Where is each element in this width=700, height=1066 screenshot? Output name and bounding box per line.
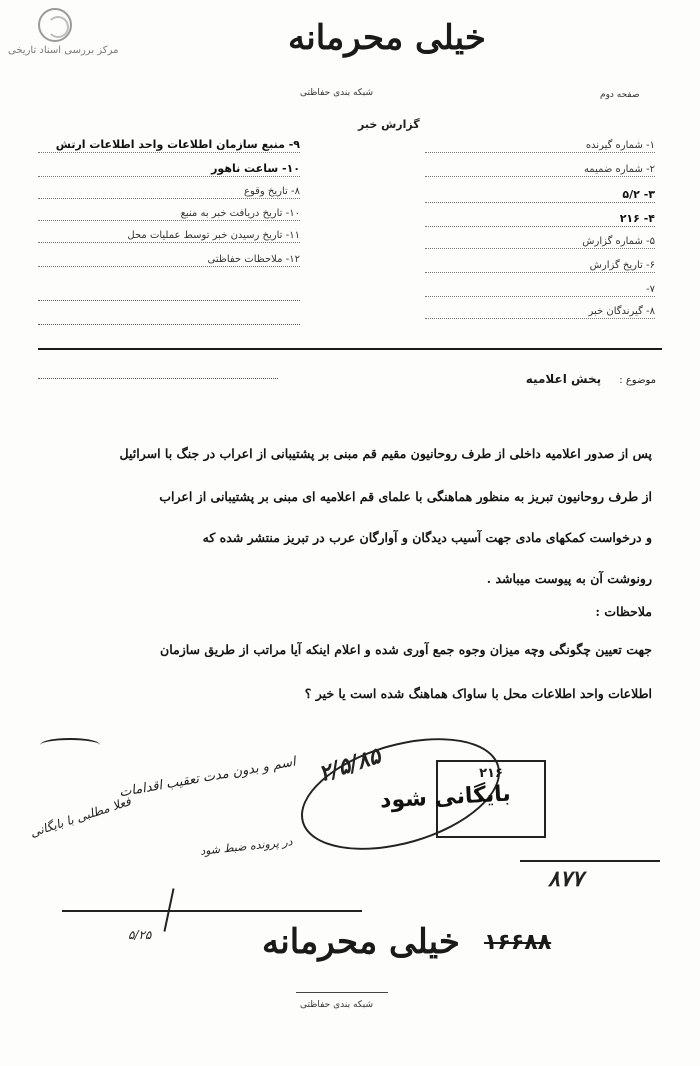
field-4 (425, 212, 655, 227)
handwriting-scribble (40, 738, 100, 752)
field-received-date (38, 208, 300, 221)
subject-value: پخش اعلامیه (525, 372, 602, 386)
body-line: پس از صدور اعلامیه داخلی از طرف روحانیون مقیم قم مبنی بر پشتیبانی از اعراب در جنگ با اسرائیل (119, 446, 652, 461)
notes-line: جهت تعیین چگونگی وچه میزان وجوه جمع آوری شده و اعلام اینکه آیا مراتب از طریق سازمان (160, 642, 652, 657)
field-label: ۴- (639, 212, 655, 225)
field-receiver-number (425, 140, 655, 153)
field-label: ۱۰- تاریخ دریافت خبر به منبع (180, 208, 300, 219)
field-label: ۸- تاریخ وقوع (244, 186, 300, 197)
field-label: ۱- شماره گیرنده (585, 140, 655, 151)
body-line: رونوشت آن به پیوست میباشد . (486, 571, 652, 586)
bottom-rule (62, 910, 362, 912)
signature-line (520, 860, 660, 862)
bottom-classification-title: خیلی محرمانه (262, 922, 460, 962)
field-local-ops-date (38, 230, 300, 243)
field-3 (425, 188, 655, 203)
handwritten-note-3: در پرونده ضبط شود (199, 835, 294, 858)
archive-logo-icon (38, 8, 72, 42)
report-title: گزارش خبر (358, 118, 420, 131)
field-report-number (425, 236, 655, 249)
handwritten-date: ۵/۲۵ (128, 928, 152, 942)
field-value: ۵/۲ (622, 188, 640, 201)
top-classification-subtitle: شبکه بندی حفاظتی (300, 88, 374, 98)
field-label: ۷- (646, 284, 655, 295)
field-event-date (38, 186, 300, 199)
field-label: ۱۱- تاریخ رسیدن خبر توسط عملیات محل (127, 230, 300, 241)
blank-line (38, 324, 300, 325)
header-separator (38, 348, 662, 350)
body-line: و درخواست کمکهای مادی جهت آسیب دیدگان و آوارگان عرب در تبریز منتشر شده که (202, 530, 652, 545)
handwritten-note-2: فعلا مطلبی با بایگانی (28, 794, 133, 840)
handwritten-note-1: اسم و بدون مدت تعقیب اقدامات (118, 754, 297, 801)
field-attachment-number (425, 164, 655, 177)
field-label: ۳- (639, 188, 655, 201)
field-value: ساعت ناهور (211, 162, 279, 175)
notes-line: اطلاعات واحد اطلاعات محل با ساواک هماهنگ شده است یا خیر ؟ (304, 686, 652, 701)
page-label: صفحه دوم (600, 90, 640, 100)
field-label: ۱۲- ملاحظات حفاظتی (207, 254, 300, 265)
field-report-date (425, 260, 655, 273)
notes-label: ملاحظات : (595, 604, 652, 619)
archive-stamp-text: بایگانی شود (379, 781, 512, 814)
bottom-classification-subtitle: شبکه بندی حفاظتی (300, 1000, 374, 1010)
field-label: ۹- منبع (261, 138, 300, 151)
blank-line (38, 300, 300, 301)
field-10 (38, 162, 300, 177)
footer-rule (296, 992, 388, 993)
field-label: ۸- گیرندگان خبر (588, 306, 655, 317)
field-7 (425, 284, 655, 297)
field-label: ۵- شماره گزارش (582, 236, 655, 247)
subject-label: موضوع : (619, 375, 656, 386)
field-value: سازمان اطلاعات واحد اطلاعات ارتش (55, 138, 258, 151)
handwritten-number: ۸۷۷ (548, 866, 584, 892)
stamp-date: ۲/۵/۸۵ (315, 742, 384, 788)
top-classification-title: خیلی محرمانه (288, 18, 486, 58)
field-recipients (425, 306, 655, 319)
field-label: ۲- شماره ضمیمه (583, 164, 655, 175)
body-line: از طرف روحانیون تبریز به منظور هماهنگی با علمای قم اعلامیه ای مبنی بر پشتیبانی از اعراب (159, 489, 652, 504)
field-source (38, 138, 300, 153)
subject-line (526, 372, 656, 386)
field-value: ۲۱۶ (619, 212, 640, 225)
crossed-number: ۱۶۶۸۸ (484, 930, 552, 955)
blank-line (38, 378, 278, 379)
stamp-number: ۲۱۶ (479, 766, 503, 781)
field-label: ۱۰- (278, 162, 300, 175)
watermark-text: مرکز بررسی اسناد تاریخی (8, 45, 119, 56)
field-label: ۶- تاریخ گزارش (589, 260, 655, 271)
field-security-notes (38, 254, 300, 267)
